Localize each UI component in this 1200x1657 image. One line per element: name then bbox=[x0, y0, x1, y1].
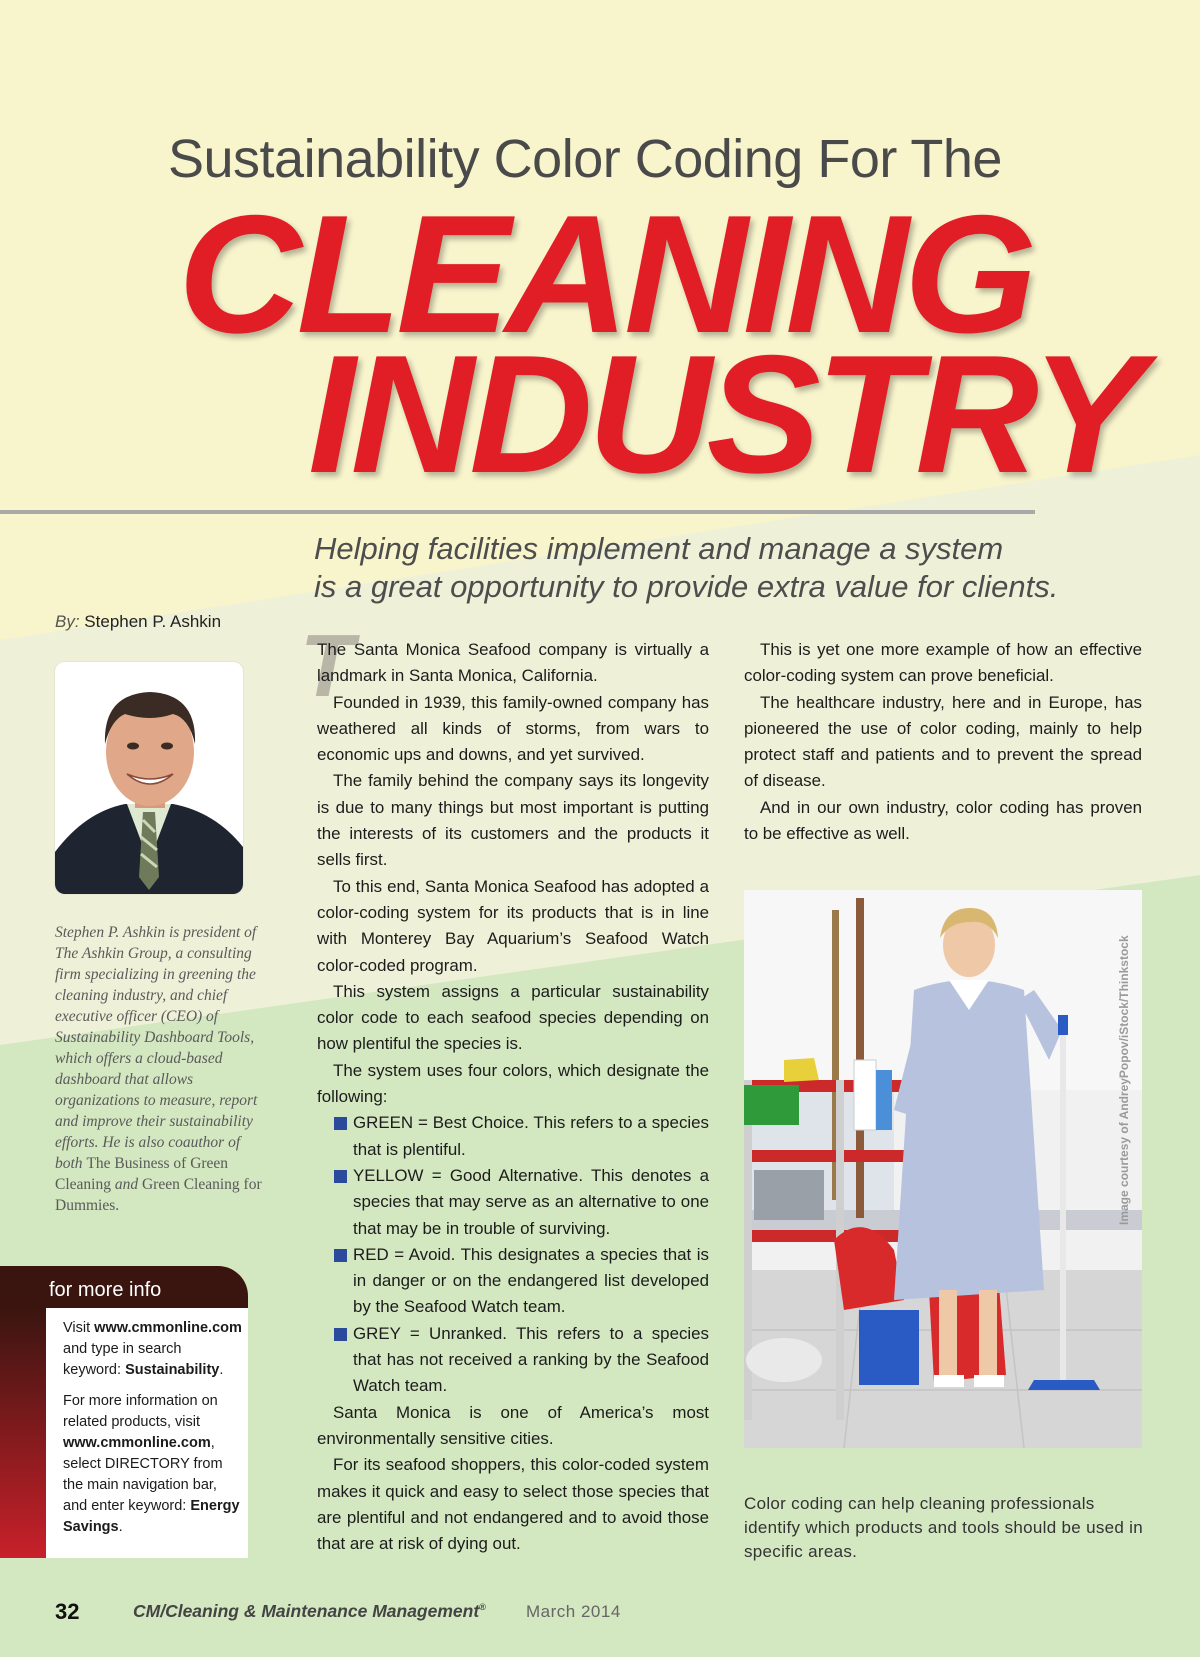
more-info-text: . bbox=[118, 1519, 123, 1535]
article-paragraph: The system uses four colors, which designate the following: bbox=[317, 1060, 709, 1107]
byline-prefix: By: bbox=[55, 612, 80, 631]
more-info-paragraph-2 bbox=[63, 1391, 242, 1538]
more-info-box bbox=[0, 1266, 248, 1558]
byline-author: Stephen P. Ashkin bbox=[84, 612, 222, 631]
author-portrait-image bbox=[55, 662, 243, 894]
more-info-title: for more info bbox=[49, 1279, 162, 1301]
photo-caption: Color coding can help cleaning professionals identify which products and tools should be used in specific areas. bbox=[744, 1494, 1143, 1561]
bullet-text: GREEN = Best Choice. This refers to a species that is plentiful. bbox=[353, 1113, 709, 1159]
article-paragraph: Santa Monica is one of America’s most environmentally sensitive cities. bbox=[317, 1402, 709, 1448]
article-paragraph: This system assigns a particular sustainability color code to each seafood species depending on how plentiful the species is. bbox=[317, 981, 709, 1054]
page-number: 32 bbox=[55, 1599, 80, 1624]
more-info-url-link[interactable]: www.cmmonline.com bbox=[94, 1320, 242, 1336]
drop-cap: T bbox=[300, 616, 354, 715]
headline-title-line2: INDUSTRY bbox=[308, 320, 1140, 508]
author-bio-text: Stephen P. Ashkin is president of The Ashkin Group, a consulting firm specializing in greening the cleaning industry, and chief executive officer (CEO) of Sustainability Dashboard Tools, which offers a cloud-based dashboard that allows organizations to measure, report and improve their sustainability efforts. He is also coauthor of both bbox=[55, 924, 258, 1172]
article-paragraph: The Santa Monica Seafood company is virtually a landmark in Santa Monica, California. bbox=[317, 640, 709, 686]
article-paragraph: This is yet one more example of how an effective color-coding system can prove beneficial. bbox=[744, 640, 1142, 686]
bullet-item-red bbox=[317, 1242, 709, 1321]
author-bio-book1: The Business of Green Cleaning bbox=[55, 1155, 229, 1193]
deck-subhead bbox=[314, 530, 1174, 606]
more-info-keyword: Sustainability bbox=[125, 1362, 220, 1378]
article-paragraph: And in our own industry, color coding has proven to be effective as well. bbox=[744, 797, 1142, 844]
more-info-text: . bbox=[219, 1362, 224, 1378]
cleaning-cart-image bbox=[744, 890, 1142, 1448]
bullet-item-green bbox=[317, 1110, 709, 1163]
more-info-body bbox=[46, 1308, 248, 1558]
bullet-text: RED = Avoid. This designates a species that is in danger or on the endangered list developed by the Seafood Watch team. bbox=[353, 1244, 709, 1317]
issue-date: March 2014 bbox=[526, 1602, 621, 1621]
article-paragraph: The family behind the company says its longevity is due to many things but most important is putting the interests of its customers and the products it sells first. bbox=[317, 771, 709, 870]
registered-mark: ® bbox=[479, 1602, 486, 1613]
magazine-title: CM/Cleaning & Maintenance Management bbox=[133, 1601, 480, 1621]
bullet-square-icon bbox=[334, 1117, 347, 1130]
headline-kicker: Sustainability Color Coding For The bbox=[168, 129, 1002, 189]
article-column-2 bbox=[744, 637, 1142, 847]
cleaning-professional-photo bbox=[744, 890, 1142, 1448]
more-info-text: For more information on related products, visit bbox=[63, 1393, 218, 1430]
deck-line2: is a great opportunity to provide extra value for clients. bbox=[314, 569, 1059, 604]
author-bio bbox=[55, 922, 267, 1216]
bullet-text: YELLOW = Good Alternative. This denotes a species that may serve as an alternative to one that may be in trouble of surviving. bbox=[353, 1165, 709, 1238]
more-info-paragraph-1 bbox=[63, 1318, 242, 1381]
article-paragraph: Founded in 1939, this family-owned company has weathered all kinds of storms, from wars to economic ups and downs, and yet survived. bbox=[317, 692, 709, 765]
bullet-square-icon bbox=[334, 1170, 347, 1183]
article-paragraph: The healthcare industry, here and in Europe, has pioneered the use of color coding, mainly to help protect staff and patients and to prevent the spread of disease. bbox=[744, 692, 1142, 791]
magazine-name bbox=[133, 1601, 486, 1622]
deck-line1: Helping facilities implement and manage a system bbox=[314, 531, 1004, 566]
article-column-1 bbox=[317, 637, 709, 1557]
bullet-square-icon bbox=[334, 1249, 347, 1262]
headline-divider bbox=[0, 510, 1035, 514]
more-info-text: and type in search keyword: bbox=[63, 1341, 182, 1378]
author-bio-book2: Green Cleaning for Dummies. bbox=[55, 1176, 262, 1214]
author-photo bbox=[55, 662, 243, 894]
more-info-text: Visit bbox=[63, 1320, 95, 1336]
bullet-item-yellow bbox=[317, 1163, 709, 1242]
bullet-text: GREY = Unranked. This refers to a species that has not received a ranking by the Seafood Watch team. bbox=[353, 1323, 709, 1396]
more-info-url-link[interactable]: www.cmmonline.com bbox=[63, 1435, 211, 1451]
article-paragraph: To this end, Santa Monica Seafood has adopted a color-coding system for its products that is in line with Monterey Bay Aquarium’s Seafood Watch color-coded program. bbox=[317, 876, 709, 975]
bullet-item-grey bbox=[317, 1321, 709, 1400]
more-info-text: , select DIRECTORY from the main navigation bar, and enter keyword: bbox=[63, 1435, 223, 1514]
photo-credit: Image courtesy of AndreyPopov/iStock/Thinkstock bbox=[1117, 935, 1131, 1225]
article-paragraph: For its seafood shoppers, this color-coded system makes it quick and easy to select those species that are plentiful and not endangered and to avoid those that are at risk of dying out. bbox=[317, 1455, 709, 1554]
headline-title-line1: CLEANING bbox=[178, 180, 1033, 368]
bullet-square-icon bbox=[334, 1328, 347, 1341]
author-bio-and: and bbox=[114, 1176, 139, 1193]
more-info-side-bar bbox=[0, 1308, 46, 1558]
more-info-keyword: Energy Savings bbox=[63, 1498, 240, 1535]
byline bbox=[55, 612, 221, 632]
